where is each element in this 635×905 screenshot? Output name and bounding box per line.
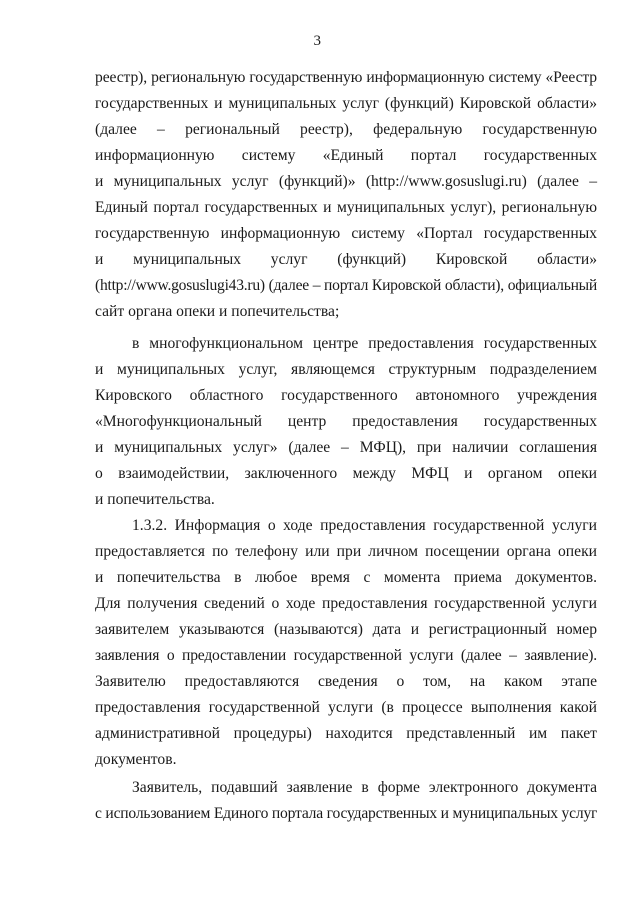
paragraph-1-3-2 (95, 513, 597, 773)
paragraph-registries (95, 65, 597, 325)
paragraph-applicant (95, 775, 597, 827)
paragraph-mfc (95, 331, 597, 513)
text-line: и попечительства. (95, 491, 215, 508)
text-line: реестр), региональную государственную информационную систему «Реестр (95, 69, 597, 86)
text-line: заявления о предоставлении государственной услуги (далее – заявление). (95, 647, 597, 664)
text-line: с использованием Единого портала государственных и муниципальных услуг (95, 805, 598, 822)
text-line: предоставляется по телефону или при личном посещении органа опеки (95, 543, 597, 560)
text-line: Заявитель, подавший заявление в форме электронного документа (132, 779, 597, 796)
text-line: и муниципальных услуг» (далее – МФЦ), при наличии соглашения (95, 439, 597, 456)
text-line: Единый портал государственных и муниципальных услуг), региональную (95, 199, 597, 216)
text-line: и муниципальных услуг, являющемся структурным подразделением (95, 361, 597, 378)
text-line: «Многофункциональный центр предоставления государственных (95, 413, 597, 430)
text-line: в многофункциональном центре предоставления государственных (132, 335, 597, 352)
text-line: Кировского областного государственного автономного учреждения (95, 387, 597, 404)
page-number: 3 (313, 33, 322, 49)
text-line: административной процедуры) находится представленный им пакет (95, 725, 597, 742)
text-line: государственных и муниципальных услуг (функций) Кировской области» (95, 95, 597, 112)
text-line: и муниципальных услуг (функций)» (http://www.gosuslugi.ru) (далее – (95, 173, 597, 190)
text-line: о взаимодействии, заключенного между МФЦ и органом опеки (95, 465, 597, 482)
text-line: информационную систему «Единый портал государственных (95, 147, 597, 164)
text-line: Заявителю предоставляются сведения о том, на каком этапе (95, 673, 597, 690)
text-line: (http://www.gosuslugi43.ru) (далее – портал Кировской области), официальный (95, 277, 597, 294)
text-line: (далее – региональный реестр), федеральную государственную (95, 121, 597, 138)
text-line: заявителем указываются (называются) дата и регистрационный номер (95, 621, 597, 638)
text-line: и попечительства в любое время с момента приема документов. (95, 569, 597, 586)
text-line: предоставления государственной услуги (в процессе выполнения какой (95, 699, 597, 716)
text-line: документов. (95, 751, 177, 768)
text-line: государственную информационную систему «Портал государственных (95, 225, 597, 242)
text-line: Для получения сведений о ходе предоставления государственной услуги (95, 595, 597, 612)
text-line: сайт органа опеки и попечительства; (95, 303, 340, 320)
text-line: 1.3.2. Информация о ходе предоставления государственной услуги (132, 517, 597, 534)
text-line: и муниципальных услуг (функций) Кировской области» (95, 251, 597, 268)
